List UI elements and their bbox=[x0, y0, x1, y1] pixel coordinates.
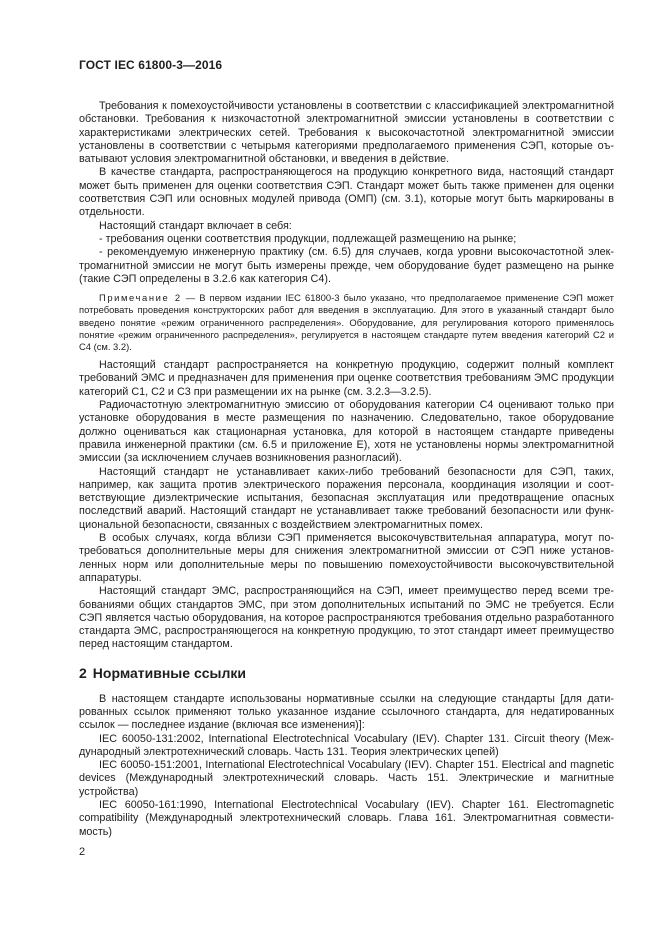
paragraph: Настоящий стандарт не устанавливает каких-либо требований безопасности для СЭП, таких, например, как защита против электрического поражения персонала, координация изоляции и соответствующие диэлектрические испытания, безопасная эксплуатация или предотвращение опасных последствий аварий. Настоящий стандарт не устанавливает также требований безопасности или функциональной безопасности, связанных с воздействием электромагнитных помех. bbox=[79, 465, 614, 531]
paragraph: Радиочастотную электромагнитную эмиссию от оборудования категории С4 оценивают только при установке оборудования в месте размещения по назначению. Следовательно, такое оборудование должно оцениваться как стационарная установка, для которой в настоящем стандарте приведены правила инженерной практики (см. 6.5 и приложение Е), хотя не установлены нормы электромагнитной эмиссии (за исключением случаев возникновения разногласий). bbox=[79, 399, 614, 465]
note-2 bbox=[79, 292, 614, 353]
reference-entry: IEC 60050-161:1990, International Electrotechnical Vocabulary (IEV). Chapter 161. Electromagnetic compatibility (Международный электротехнический словарь. Глава 161. Электромагнитная совместимость) bbox=[79, 799, 614, 838]
paragraph: Настоящий стандарт распространяется на конкретную продукцию, содержит полный комплект требований ЭМС и предназначен для применения при оценке соответствия требованиям ЭМС продукции категорий С1, С2 и С3 при размещении их на рынке (см. 3.2.3—3.2.5). bbox=[79, 359, 614, 398]
paragraph: В особых случаях, когда вблизи СЭП применяется высокочувствительная аппаратура, могут потребоваться дополнительные меры для снижения электромагнитной эмиссии от СЭП ниже установленных норм или дополнительные меры по повышению помехоустойчивости высокочувствительной аппаратуры. bbox=[79, 532, 614, 584]
section-title: Нормативные ссылки bbox=[92, 664, 246, 681]
list-item: - требования оценки соответствия продукции, подлежащей размещению на рынке; bbox=[99, 232, 517, 245]
reference-entry: IEC 60050-131:2002, International Electrotechnical Vocabulary (IEV). Chapter 131. Circuit theory (Международный электротехнический словарь. Часть 131. Теория электрических цепей) bbox=[79, 732, 614, 758]
note-text: — В первом издании IEC 61800-3 было указано, что предполагаемое применение СЭП может потребовать проведения конструкторских работ для введения в эксплуатацию. Для этого в указанный стандарт было введено понятие «режим ограниченного распределения». Оборудование, для регулирования которого применялось понятие «режим ограниченного распределения», регулируется в настоящем стандарте путем введения категорий С2 и С4 (см. 3.2). bbox=[79, 292, 614, 352]
reference-entry: IEC 60050-151:2001, International Electrotechnical Vocabulary (IEV). Chapter 151. Electrical and magnetic devices (Международный электротехнический словарь. Часть 151. Электрические и магнитные устройства) bbox=[79, 759, 614, 798]
list-item: - рекомендуемую инженерную практику (см. 6.5) для случаев, когда уровни высокочастотной электромагнитной эмиссии не могут быть измерены прежде, чем оборудование будет размещено на рынке (такие СЭП определены в 3.2.6 как категория С4). bbox=[79, 246, 614, 285]
standard-header: ГОСТ IEC 61800-3—2016 bbox=[79, 58, 223, 72]
section-number: 2 bbox=[79, 664, 87, 681]
page-body bbox=[79, 100, 614, 839]
paragraph: Настоящий стандарт ЭМС, распространяющийся на СЭП, имеет преимущество перед всеми требованиями общих стандартов ЭМС, при этом дополнительных испытаний по ЭМС не требуется. Если СЭП является частью оборудования, на которое распространяются требования отдельно разработанного стандарта ЭМС, распространяющегося на конкретную продукцию, то этот стандарт имеет преимущество перед настоящим стандартом. bbox=[79, 585, 614, 651]
paragraph: В качестве стандарта, распространяющегося на продукцию конкретного вида, настоящий стандарт может быть применен для оценки соответствия СЭП. Стандарт может быть также применен для оценки соответствия СЭП или основных модулей привода (ОМП) (см. 3.1), которые могут быть маркированы в отдельности. bbox=[79, 166, 614, 219]
paragraph: Требования к помехоустойчивости установлены в соответствии с классификацией электромагнитной обстановки. Требования к низкочастотной электромагнитной эмиссии установлены в соответствии с характеристиками электрических сетей. Требования к высокочастотной электромагнитной эмиссии установлены в соответствии с четырьмя категориями предполагаемого применения СЭП, которые оъватывают условия электромагнитной обстановки, и введения в действие. bbox=[79, 100, 614, 166]
page-number: 2 bbox=[79, 846, 86, 858]
paragraph: В настоящем стандарте использованы нормативные ссылки на следующие стандарты [для датированных ссылок применяют только указанное издание ссылочного стандарта, для недатированных ссылок — последнее издание (включая все изменения)]: bbox=[79, 692, 614, 732]
section-heading bbox=[79, 665, 614, 682]
paragraph: Настоящий стандарт включает в себя: bbox=[99, 219, 292, 232]
note-label: Примечание 2 bbox=[99, 292, 182, 304]
